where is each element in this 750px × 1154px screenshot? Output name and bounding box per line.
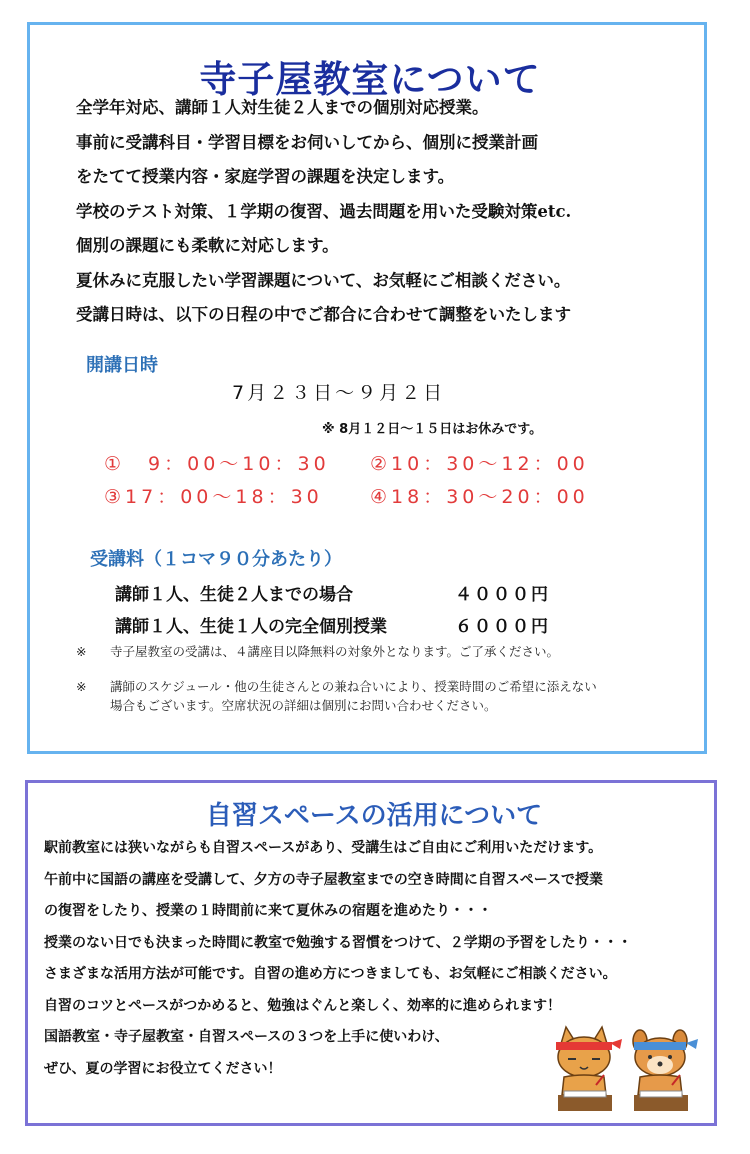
intro-line: 夏休みに克服したい学習課題について、お気軽にご相談ください。 [76, 270, 571, 290]
time-slot: ②10：30～12：00 [370, 453, 589, 475]
intro-line: をたてて授業内容・家庭学習の課題を決定します。 [76, 167, 455, 186]
body-line: 午前中に国語の講座を受講して、夕方の寺子屋教室までの空き時間に自習スペースで授業 [44, 871, 604, 888]
note-text: 講師のスケジュール・他の生徒さんとの兼ね合いにより、授業時間のご希望に添えない [110, 679, 597, 694]
intro-line: 個別の課題にも柔軟に対応します。 [76, 236, 339, 255]
body-line: 授業のない日でも決まった時間に教室で勉強する習慣をつけて、２学期の予習をしたり・・・ [44, 934, 632, 951]
intro-line: 学校のテスト対策、１学期の復習、過去問題を用いた受験対策etc. [76, 201, 572, 221]
studying-animals-illustration [540, 1015, 715, 1115]
fee-row [115, 580, 550, 605]
schedule-heading: 開講日時 [86, 355, 158, 376]
note-mark: ※ [76, 679, 87, 694]
fee-label: 講師１人、生徒２人までの場合 [115, 585, 353, 605]
body-line: 自習のコツとペースがつかめると、勉強はぐんと楽しく、効率的に進められます！ [44, 997, 562, 1014]
note-text: 場合もございます。空席状況の詳細は個別にお問い合わせください。 [110, 698, 497, 713]
time-slot: ① 9：00～10：30 [104, 453, 330, 475]
intro-line: 全学年対応、講師１人対生徒２人までの個別対応授業。 [76, 98, 489, 117]
self-study-title: 自習スペースの活用について [205, 801, 543, 831]
holiday-note: ※ 8月１２日～１５日はお休みです。 [322, 422, 543, 437]
fee-label: 講師１人、生徒１人の完全個別授業 [115, 617, 387, 637]
terakoya-section [27, 22, 707, 754]
terakoya-intro [76, 91, 571, 333]
date-range: 7月２３日～９月２日 [232, 382, 446, 404]
body-line: ぜひ、夏の学習にお役立てください！ [44, 1060, 282, 1077]
body-line: の復習をしたり、授業の１時間前に来て夏休みの宿題を進めたり・・・ [44, 903, 492, 919]
body-line: 駅前教室には狭いながらも自習スペースがあり、受講生はご自由にご利用いただけます。 [44, 840, 603, 856]
intro-line: 受講日時は、以下の日程の中でご都合に合わせて調整をいたします [76, 305, 571, 324]
intro-line: 事前に受講科目・学習目標をお伺いしてから、個別に授業計画 [76, 132, 538, 152]
time-slot: ④18：30～20：00 [370, 486, 589, 508]
terakoya-title: 寺子屋教室について [199, 57, 541, 101]
fee-price: ６０００円 [455, 617, 550, 637]
time-slot: ③17：00～18：30 [104, 486, 323, 508]
body-line: 国語教室・寺子屋教室・自習スペースの３つを上手に使いわけ、 [44, 1029, 449, 1045]
fees-heading: 受講料（１コマ９０分あたり） [90, 549, 342, 570]
fee-price: ４０００円 [455, 585, 550, 605]
cat-icon [556, 1027, 622, 1111]
self-study-section [25, 780, 717, 1126]
fee-row [115, 612, 550, 637]
dog-icon [633, 1030, 698, 1111]
body-line: さまざまな活用方法が可能です。自習の進め方につきましても、お気軽にご相談ください。 [44, 966, 617, 982]
note-text: 寺子屋教室の受講は、４講座目以降無料の対象外となります。ご了承ください。 [110, 644, 560, 659]
note-mark: ※ [76, 644, 87, 659]
